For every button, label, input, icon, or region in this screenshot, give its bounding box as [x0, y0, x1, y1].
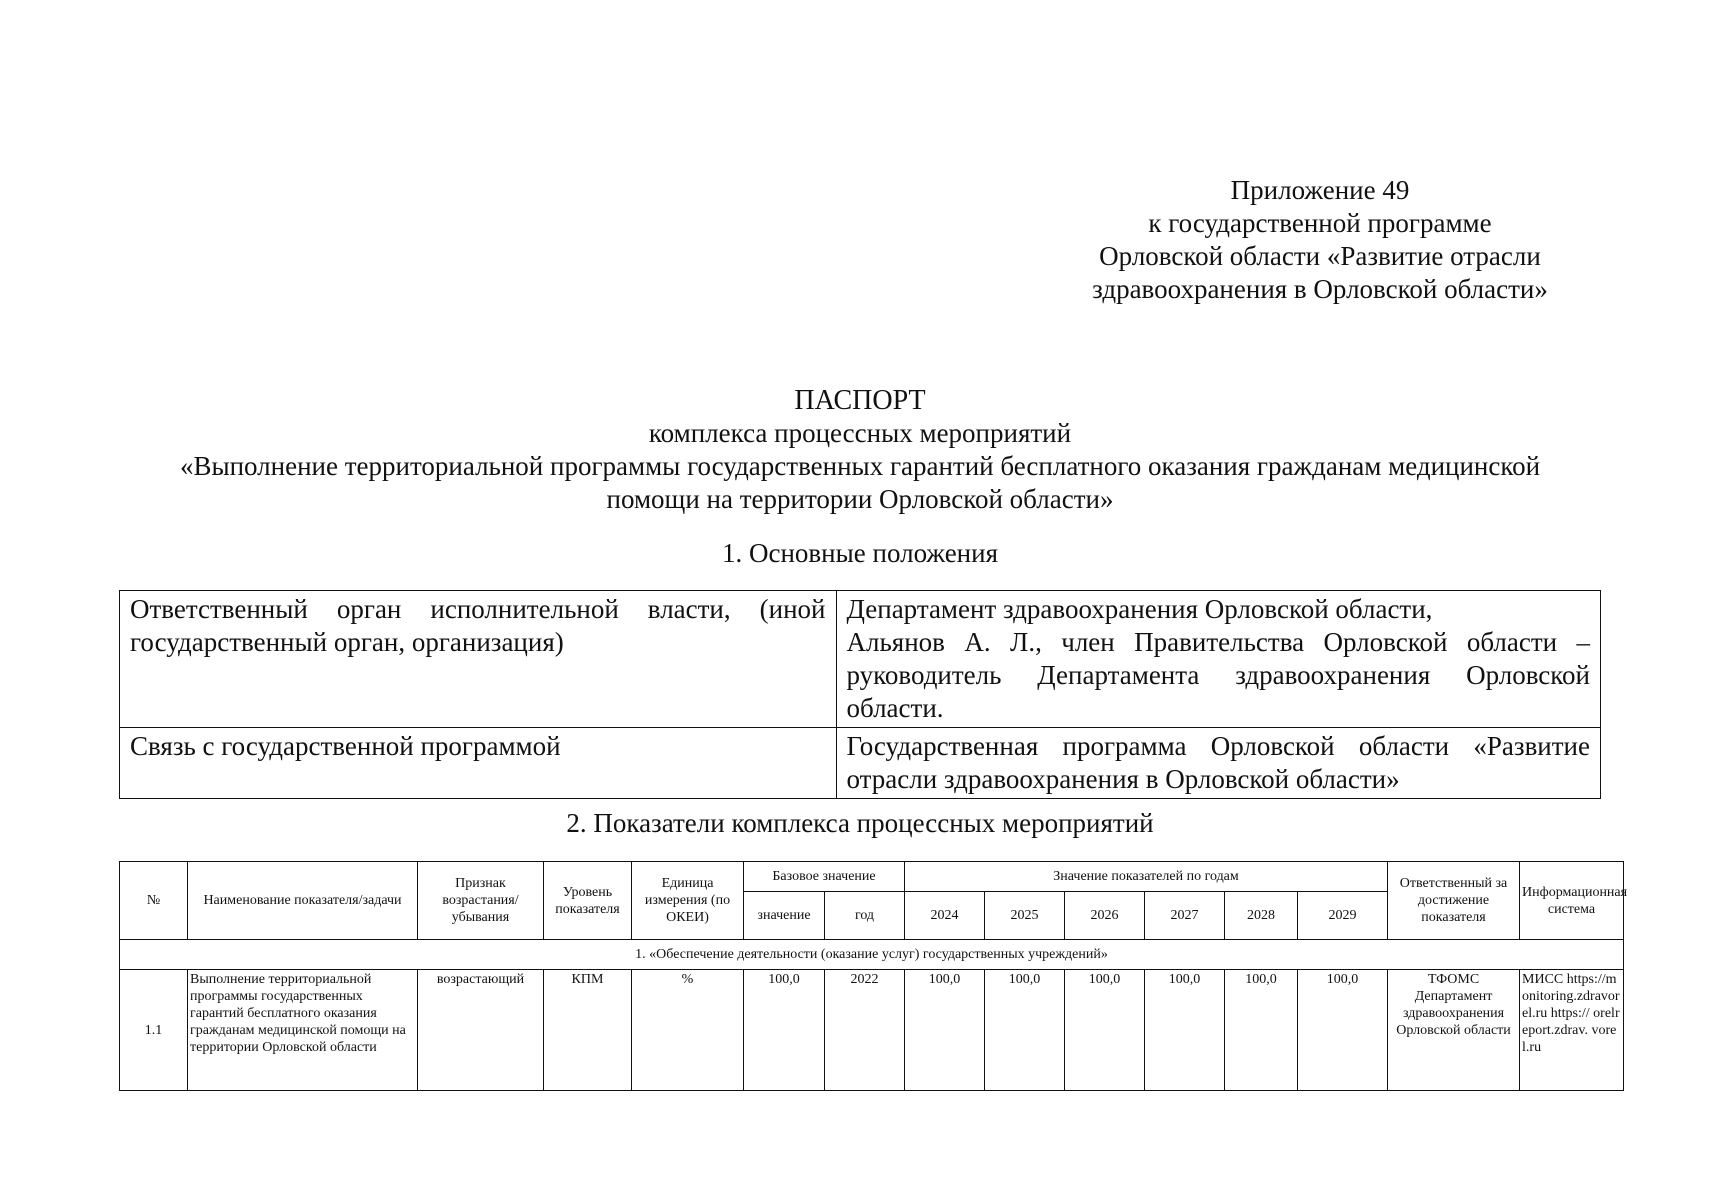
section-2-heading: 2. Показатели комплекса процессных мероприятий: [566, 808, 1154, 838]
provision-label: [120, 728, 837, 799]
provision-label-text: Связь с государственной программой: [130, 731, 561, 761]
row-trend: возрастающий: [418, 970, 544, 1091]
col-year-header: 2026: [1065, 892, 1145, 940]
section-1-heading: 1. Основные положения: [722, 538, 998, 568]
row-value-2029: 100,0: [1298, 970, 1388, 1091]
provision-value-line-1: Государственная программа Орловской области «Развитие отрасли здравоохранения в Орловской области»: [846, 731, 1590, 794]
provision-value: [836, 728, 1600, 799]
row-value-2028: 100,0: [1225, 970, 1298, 1091]
row-value-2024: 100,0: [905, 970, 985, 1091]
provision-value-line-2: Альянов А. Л., член Правительства Орловской области – руководитель Департамента здравоохранения Орловской области.: [846, 627, 1590, 723]
row-info-system: МИСС https://monitoring.zdravorel.ru https:// orelreport.zdrav. vorel.ru: [1520, 970, 1624, 1091]
col-responsible-header: Ответственный за достижение показателя: [1388, 862, 1520, 940]
table-row: [120, 728, 1601, 799]
row-unit: %: [632, 970, 744, 1091]
col-years-header: Значение показателей по годам: [905, 862, 1388, 892]
provision-value-line-1: Департамент здравоохранения Орловской области,: [846, 594, 1433, 624]
col-base-year-header: год: [825, 892, 905, 940]
main-provisions-table: [119, 590, 1601, 799]
row-level: КПМ: [544, 970, 632, 1091]
header-row-1: [120, 862, 1624, 892]
passport-subtitle: комплекса процессных мероприятий: [648, 418, 1072, 448]
row-responsible: ТФОМС Департамент здравоохранения Орловской области: [1388, 970, 1520, 1091]
appendix-line-2: к государственной программе: [1148, 208, 1492, 238]
col-num-header: №: [120, 862, 188, 940]
col-base-value-header: значение: [744, 892, 825, 940]
task-title: 1. «Обеспечение деятельности (оказание услуг) государственных учреждений»: [120, 940, 1624, 970]
task-row: [120, 940, 1624, 970]
row-value-2025: 100,0: [985, 970, 1065, 1091]
col-year-header: 2027: [1145, 892, 1225, 940]
appendix-line-3: Орловской области «Развитие отрасли: [1099, 241, 1541, 271]
appendix-line-1: Приложение 49: [1230, 175, 1410, 205]
row-value-2027: 100,0: [1145, 970, 1225, 1091]
row-name: Выполнение территориальной программы государственных гарантий бесплатного оказания гражданам медицинской помощи на территории Орловской области: [188, 970, 418, 1091]
table-row: [120, 591, 1601, 728]
indicators-table: [119, 861, 1628, 1091]
col-info-header: Информационная система: [1520, 862, 1624, 940]
col-name-header: Наименование показателя/задачи: [188, 862, 418, 940]
col-year-header: 2025: [985, 892, 1065, 940]
col-year-header: 2029: [1298, 892, 1388, 940]
row-base-value: 100,0: [744, 970, 825, 1091]
provision-value: [836, 591, 1600, 728]
passport-name-line-2: помощи на территории Орловской области»: [606, 484, 1114, 514]
col-trend-header: Признак возрастания/ убывания: [418, 862, 544, 940]
row-num: 1.1: [120, 970, 188, 1091]
col-year-header: 2028: [1225, 892, 1298, 940]
provision-label-text: Ответственный орган исполнительной власти, (иной государственный орган, организация): [130, 594, 826, 657]
row-value-2026: 100,0: [1065, 970, 1145, 1091]
passport-heading: [120, 384, 1600, 516]
passport-title: ПАСПОРТ: [794, 385, 926, 416]
col-unit-header: Единица измерения (по ОКЕИ): [632, 862, 744, 940]
col-base-header: Базовое значение: [744, 862, 905, 892]
passport-name-line-1: «Выполнение территориальной программы государственных гарантий бесплатного оказания гражданам медицинской: [179, 451, 1541, 481]
provision-label: [120, 591, 837, 728]
col-year-header: 2024: [905, 892, 985, 940]
appendix-line-4: здравоохранения в Орловской области»: [1092, 274, 1548, 304]
table-row: [120, 970, 1624, 1091]
appendix-block: [1020, 174, 1620, 306]
col-level-header: Уровень показателя: [544, 862, 632, 940]
row-base-year: 2022: [825, 970, 905, 1091]
